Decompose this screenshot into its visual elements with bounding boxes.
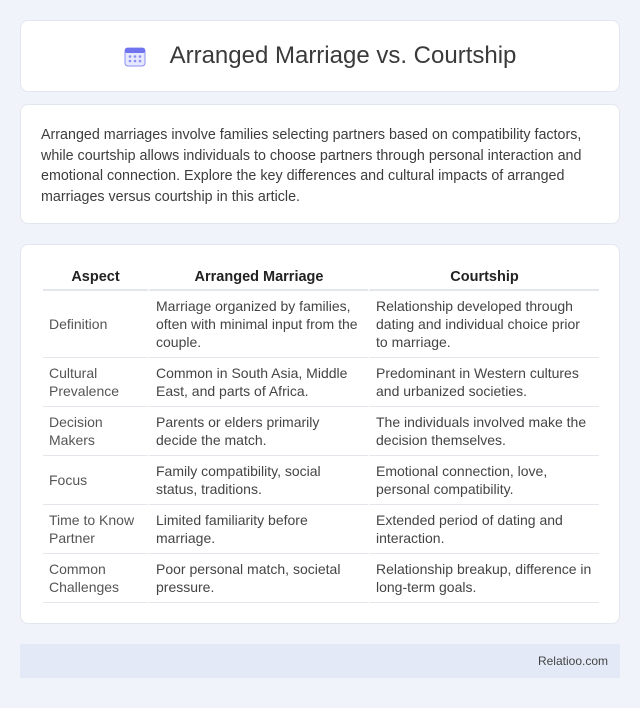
aspect-cell: Time to Know Partner <box>43 505 148 554</box>
arranged-cell: Family compatibility, social status, traditions. <box>148 456 368 505</box>
table-row <box>43 291 599 358</box>
table-row <box>43 456 599 505</box>
courtship-cell: Relationship developed through dating and individual choice prior to marriage. <box>368 291 599 358</box>
arranged-cell: Marriage organized by families, often with minimal input from the couple. <box>148 291 368 358</box>
courtship-cell: Predominant in Western cultures and urbanized societies. <box>368 358 599 407</box>
aspect-cell: Focus <box>43 456 148 505</box>
intro-text: Arranged marriages involve families selecting partners based on compatibility factors, while courtship allows individuals to choose partners through personal interaction and emotional connection. Explore the key differences and cultural impacts of arranged marriages versus courtship in this article. <box>41 127 582 205</box>
courtship-cell: Extended period of dating and interaction. <box>368 505 599 554</box>
table-row <box>43 407 599 456</box>
aspect-cell: Decision Makers <box>43 407 148 456</box>
column-header-arranged-marriage: Arranged Marriage <box>148 265 368 291</box>
column-header-aspect: Aspect <box>43 265 148 291</box>
table-row <box>43 554 599 603</box>
arranged-cell: Poor personal match, societal pressure. <box>148 554 368 603</box>
footer-brand: Relatioo.com <box>537 654 608 668</box>
table-header-row <box>43 265 599 291</box>
aspect-cell: Definition <box>43 291 148 358</box>
table-row <box>43 358 599 407</box>
arranged-cell: Common in South Asia, Middle East, and parts of Africa. <box>148 358 368 407</box>
courtship-cell: Relationship breakup, difference in long-term goals. <box>368 554 599 603</box>
column-header-courtship: Courtship <box>368 265 599 291</box>
table-row <box>43 505 599 554</box>
arranged-cell: Parents or elders primarily decide the match. <box>148 407 368 456</box>
footer-bar <box>20 644 620 678</box>
comparison-card <box>20 244 620 624</box>
page-title: Arranged Marriage vs. Courtship <box>169 42 517 69</box>
aspect-cell: Common Challenges <box>43 554 148 603</box>
arranged-cell: Limited familiarity before marriage. <box>148 505 368 554</box>
comparison-table <box>43 265 599 603</box>
intro-card <box>20 104 620 224</box>
courtship-cell: The individuals involved make the decision themselves. <box>368 407 599 456</box>
title-card <box>20 20 620 92</box>
aspect-cell: Cultural Prevalence <box>43 358 148 407</box>
calendar-icon <box>124 45 146 67</box>
courtship-cell: Emotional connection, love, personal compatibility. <box>368 456 599 505</box>
